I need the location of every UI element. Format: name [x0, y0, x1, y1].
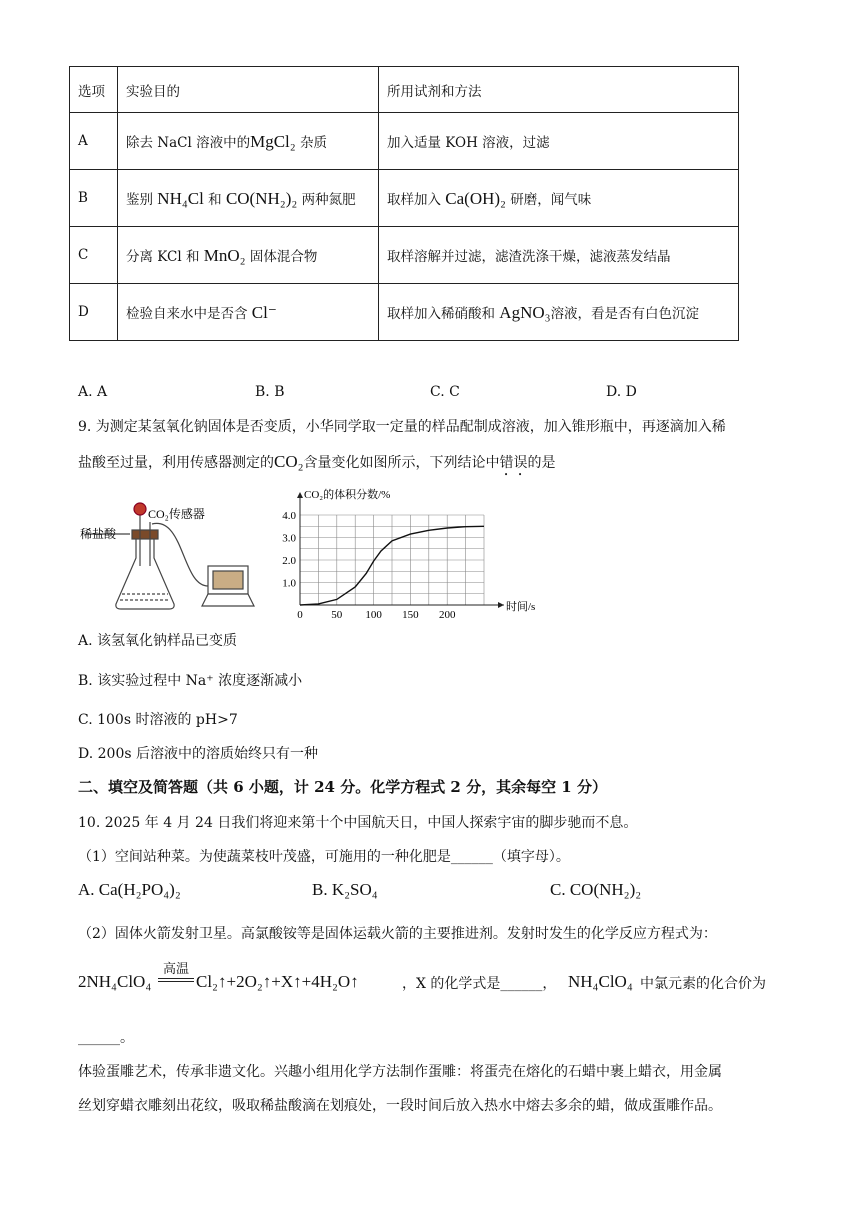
method-cell: 取样溶解并过滤，滤渣洗涤干燥，滤液蒸发结晶 [379, 227, 739, 284]
x-tick-label: 150 [402, 609, 419, 621]
method-cell: 取样加入 Ca(OH)₂ 研磨，闻气味 [379, 170, 739, 227]
x-axis-arrow [498, 602, 504, 608]
y-tick-label: 4.0 [282, 510, 296, 522]
q9-option-b: B. 该实验过程中 Na⁺ 浓度逐渐减小 [78, 673, 303, 689]
flask-icon [116, 538, 174, 609]
q8-choice-d: D. D [606, 384, 637, 400]
y-tick-label: 2.0 [282, 555, 296, 567]
q9-stem-line1: 9. 为测定某氢氧化钠固体是否变质，小华同学取一定量的样品配制成溶液，加入锥形瓶中，再逐滴加入稀 [78, 419, 726, 435]
reaction-condition: 高温 [162, 962, 189, 977]
option-cell: A [70, 113, 118, 170]
table-row [70, 227, 739, 284]
purpose-cell: 除去 NaCl 溶液中的MgCl₂ 杂质 [118, 113, 379, 170]
q10-option-c: C. CO(NH₂)₂ [550, 880, 642, 899]
x-tick-label: 0 [297, 609, 303, 621]
q9-option-d: D. 200s 后溶液中的溶质始终只有一种 [78, 746, 318, 762]
q9-option-c: C. 100s 时溶液的 pH>7 [78, 712, 238, 728]
q11-line1: 体验蛋雕艺术，传承非遗文化。兴趣小组用化学方法制作蛋雕：将蛋壳在熔化的石蜡中裹上蜡衣，用金属 [78, 1064, 722, 1080]
purpose-cell: 分离 KCl 和 MnO₂ 固体混合物 [118, 227, 379, 284]
q10-stem: 10. 2025 年 4 月 24 日我们将迎来第十个中国航天日，中国人探索宇宙的脚步驰而不息。 [78, 815, 638, 831]
reaction-equation: 2NH₄ClO₄ 高温 Cl₂↑+2O₂↑+X↑+4H₂O↑ ，X 的化学式是______， NH₄ClO₄ 中氯元素的化合价为 [78, 958, 778, 1002]
x-tick-label: 50 [331, 609, 343, 621]
y-tick-label: 1.0 [282, 577, 296, 590]
q8-choice-a: A. A [78, 384, 108, 400]
q10-part2: （2）固体火箭发射卫星。高氯酸铵等是固体运载火箭的主要推进剂。发射时发生的化学反应方程式为： [78, 926, 717, 942]
q11-line2: 丝划穿蜡衣雕刻出花纹，吸取稀盐酸滴在划痕处，一段时间后放入热水中熔去多余的蜡，做成蛋雕作品。 [78, 1098, 722, 1114]
sensor-label: CO₂传感器 [148, 507, 205, 521]
x-tick-label: 200 [438, 609, 456, 621]
y-axis-arrow [297, 492, 303, 498]
option-cell: C [70, 227, 118, 284]
table-header: 实验目的 [118, 67, 379, 113]
table-header: 选项 [70, 67, 118, 113]
method-cell: 取样加入稀硝酸和 AgNO₃溶液，看是否有白色沉淀 [379, 284, 739, 341]
method-cell: 加入适量 KOH 溶液，过滤 [379, 113, 739, 170]
section-heading: 二、填空及简答题（共 6 小题，计 24 分。化学方程式 2 分，其余每空 1 分） [78, 778, 607, 796]
options-table [69, 66, 739, 341]
x-axis-label: 时间/s [506, 601, 536, 613]
q10-option-b: B. K₂SO₄ [312, 880, 378, 899]
purpose-cell: 检验自来水中是否含 Cl⁻ [118, 284, 379, 341]
table-row [70, 284, 739, 341]
option-cell: D [70, 284, 118, 341]
table-header: 所用试剂和方法 [379, 67, 739, 113]
table-row [70, 113, 739, 170]
table-header-row [70, 67, 739, 113]
y-axis-label: CO₂的体积分数/% [304, 489, 391, 501]
table-row [70, 170, 739, 227]
q8-choice-b: B. B [255, 384, 285, 400]
q10-part1: （1）空间站种菜。为使蔬菜枝叶茂盛，可施用的一种化肥是______（填字母）。 [78, 849, 570, 865]
co2-chart [276, 488, 536, 621]
apparatus-diagram [74, 496, 274, 616]
purpose-cell: 鉴别 NH₄Cl 和 CO(NH₂)₂ 两种氮肥 [118, 170, 379, 227]
y-tick-label: 3.0 [282, 532, 296, 545]
q8-choice-c: C. C [430, 384, 460, 400]
acid-label: 稀盐酸 [80, 527, 117, 541]
option-cell: B [70, 170, 118, 227]
x-tick-label: 100 [365, 609, 382, 621]
blank-line: ______。 [78, 1030, 134, 1046]
q10-option-a: A. Ca(H₂PO₄)₂ [78, 880, 181, 899]
q9-stem-line2: 盐酸至过量，利用传感器测定的CO₂含量变化如图所示，下列结论中错误的是 [78, 452, 556, 471]
q9-option-a: A. 该氢氧化钠样品已变质 [78, 633, 238, 649]
equals-sign [158, 978, 194, 982]
